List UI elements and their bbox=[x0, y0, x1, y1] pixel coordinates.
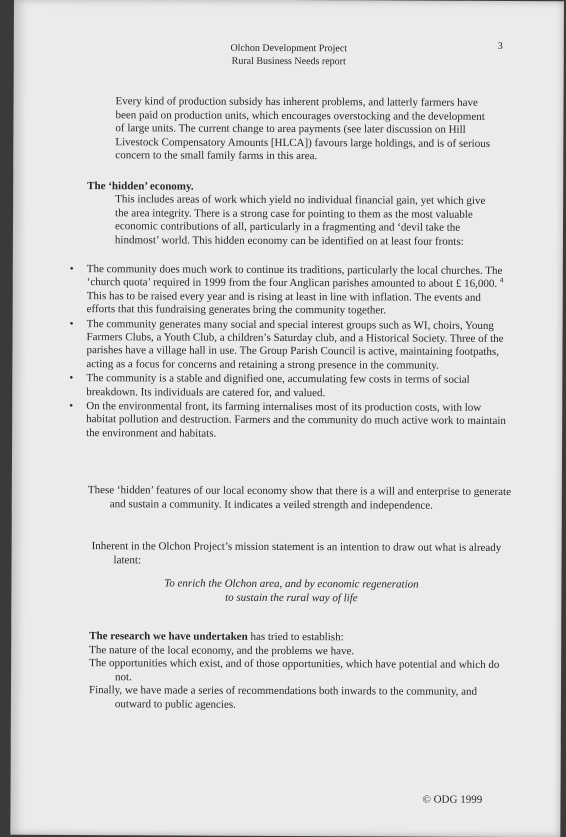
research-item: The opportunities which exist, and of those opportunities, which have potential and which do not. bbox=[89, 657, 500, 683]
bullet-icon: • bbox=[69, 263, 74, 276]
bullet-icon: • bbox=[69, 400, 74, 413]
hidden-economy-list bbox=[69, 263, 507, 443]
mission-paragraph: Inherent in the Olchon Project’s mission statement is an intention to draw out what is already latent: bbox=[91, 540, 502, 566]
document-page bbox=[10, 0, 564, 837]
page-number: 3 bbox=[497, 40, 503, 52]
hidden-features-paragraph: These ‘hidden’ features of our local economy show that there is a will and enterprise to generate and sustain a community. It indicates a veiled strength and independence. bbox=[87, 484, 512, 512]
research-item: The nature of the local economy, and the problems we have. bbox=[89, 643, 355, 657]
header-report-title: Rural Business Needs report bbox=[231, 55, 346, 68]
page-header bbox=[14, 41, 564, 69]
bullet-text-continued: This has to be raised every year and is rising at least in line with inflation. The events and efforts that this fundraising generates bring the community together. bbox=[86, 289, 481, 317]
bullet-text: The community is a stable and dignified one, accumulating few costs in terms of social breakdown. Its individuals are catered for, and valued. bbox=[86, 372, 470, 399]
list-item bbox=[69, 400, 506, 442]
list-item bbox=[69, 263, 507, 318]
hidden-economy-heading: The ‘hidden’ economy. bbox=[87, 180, 194, 193]
bullet-icon: • bbox=[69, 372, 74, 385]
bullet-icon: • bbox=[69, 317, 74, 330]
mission-statement bbox=[91, 577, 491, 606]
bullet-text: On the environmental front, its farming internalises most of its production costs, with low habitat pollution and destruction. Farmers and the community do much active work to maintain the environment and habitats. bbox=[86, 400, 506, 440]
list-item bbox=[69, 372, 506, 401]
header-project-title: Olchon Development Project bbox=[230, 42, 348, 55]
list-item bbox=[69, 317, 506, 373]
research-item: Finally, we have made a series of recommendations both inwards to the community, and outward to public agencies. bbox=[88, 684, 478, 711]
research-heading bbox=[89, 630, 509, 645]
mission-quote-line2: to sustain the rural way of life bbox=[225, 591, 358, 604]
intro-paragraph: Every kind of production subsidy has inherent problems, and latterly farmers have been paid on production units, which encourages overstocking and the development of large units. The current change to area payments (see later discussion on Hill Livestock Compensatory Amounts [HLCA]) favours large holdings, and is of serious concern to the small family farms in this area. bbox=[115, 95, 491, 163]
research-heading-bold: The research we have undertaken bbox=[89, 630, 248, 643]
research-heading-rest: has tried to establish: bbox=[247, 630, 344, 644]
hidden-economy-intro: This includes areas of work which yield no individual financial gain, yet which give the area integrity. There is a strong case for pointing to them as the most valuable economic contributions of all, particularly in a fragmenting and ‘devil take the hindmost’ world. This hidden economy can be identified on at least four fronts: bbox=[114, 193, 486, 248]
mission-quote-line1: To enrich the Olchon area, and by economic regeneration bbox=[164, 577, 419, 591]
bullet-text: The community does much work to continue its traditions, particularly the local churches. The ‘church quota’ required in 1999 from the four Anglican parishes amounted to about £ 16,000. bbox=[86, 263, 503, 291]
research-section bbox=[89, 630, 509, 713]
bullet-text: The community generates many social and special interest groups such as WI, choirs, Young Farmers Clubs, a Youth Club, a children’s Saturday club, and a Historical Society. Three of the parishes have a village hall in use. The Group Parish Council is active, maintaining footpaths, acting as a focus for concerns and retaining a strong presence in the community. bbox=[86, 317, 504, 372]
footnote-marker: 4 bbox=[499, 276, 504, 285]
copyright-footer: © ODG 1999 bbox=[422, 793, 483, 806]
